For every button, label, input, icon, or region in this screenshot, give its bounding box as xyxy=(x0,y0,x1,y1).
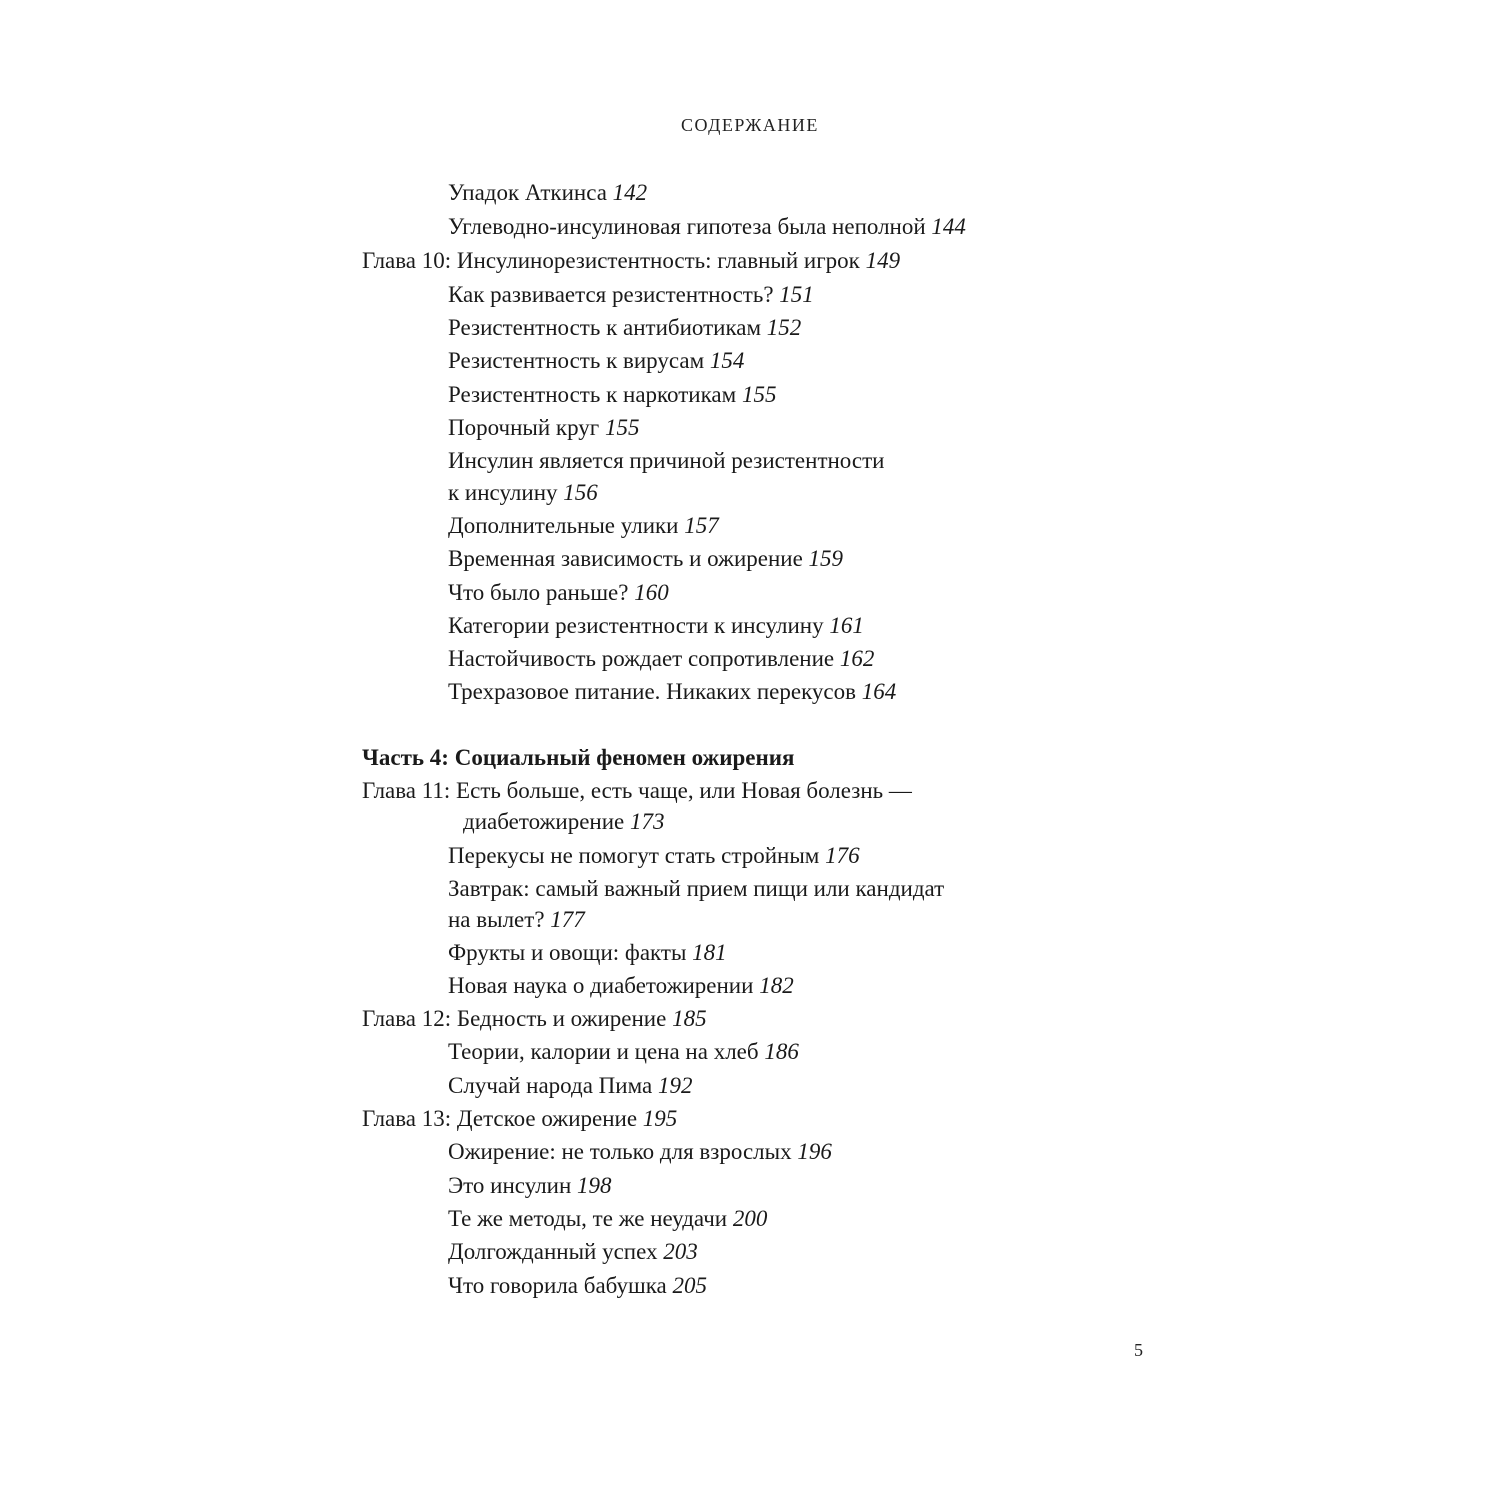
toc-page-ref: 157 xyxy=(684,513,719,538)
toc-page-ref: 196 xyxy=(797,1139,832,1164)
toc-entry: Трехразовое питание. Никаких перекусов 164 xyxy=(448,679,897,704)
toc-page-ref: 161 xyxy=(829,613,864,638)
toc-chapter: Глава 12: Бедность и ожирение 185 xyxy=(362,1006,707,1031)
toc-page-ref: 162 xyxy=(839,646,875,671)
toc-page-ref: 182 xyxy=(759,973,794,998)
toc-entry: Те же методы, те же неудачи 200 xyxy=(448,1206,768,1231)
running-head: СОДЕРЖАНИЕ xyxy=(681,115,819,135)
toc-entry: Категории резистентности к инсулину 161 xyxy=(448,613,864,638)
toc-entry: к инсулину 156 xyxy=(448,480,598,505)
toc-entry: Новая наука о диабетожирении 182 xyxy=(448,973,794,998)
toc-chapter: Глава 11: Есть больше, есть чаще, или Новая болезнь — xyxy=(362,778,912,803)
toc-page-ref: 177 xyxy=(550,907,585,932)
toc-chapter-continued: диабетожирение 173 xyxy=(463,809,665,834)
toc-page-ref: 154 xyxy=(709,348,745,373)
toc-entry: Завтрак: самый важный прием пищи или кандидат xyxy=(448,876,945,901)
toc-page-ref: 192 xyxy=(657,1073,693,1098)
toc-page-ref: 176 xyxy=(825,843,860,868)
toc-entry: Долгожданный успех 203 xyxy=(448,1239,698,1264)
toc-entry: Случай народа Пима 192 xyxy=(448,1073,693,1098)
toc-part-heading: Часть 4: Социальный феномен ожирения xyxy=(362,745,795,770)
toc-entry: Резистентность к вирусам 154 xyxy=(448,348,745,373)
toc-entry: Порочный круг 155 xyxy=(448,415,640,440)
toc-page-ref: 173 xyxy=(630,809,665,834)
toc-page-ref: 186 xyxy=(764,1039,799,1064)
toc-page-ref: 185 xyxy=(672,1006,707,1031)
page-number: 5 xyxy=(1134,1340,1143,1360)
toc-page-ref: 156 xyxy=(563,480,598,505)
toc-page-ref: 205 xyxy=(672,1273,707,1298)
toc-entry: Настойчивость рождает сопротивление 162 xyxy=(448,646,875,671)
toc-entry: Фрукты и овощи: факты 181 xyxy=(448,940,727,965)
toc-entry: Временная зависимость и ожирение 159 xyxy=(448,546,844,571)
toc-page-ref: 181 xyxy=(692,940,727,965)
toc-entry: Инсулин является причиной резистентности xyxy=(448,448,885,473)
toc-entry: Что говорила бабушка 205 xyxy=(448,1273,707,1298)
toc-page-ref: 159 xyxy=(808,546,844,571)
toc-entry: Дополнительные улики 157 xyxy=(448,513,719,538)
toc-page-ref: 198 xyxy=(577,1173,612,1198)
toc-entry: Упадок Аткинса 142 xyxy=(448,180,648,205)
toc-entry: Углеводно-инсулиновая гипотеза была неполной 144 xyxy=(448,214,966,239)
toc-entry: Перекусы не помогут стать стройным 176 xyxy=(448,843,860,868)
toc-entry: Это инсулин 198 xyxy=(448,1173,612,1198)
toc-chapter: Глава 10: Инсулинорезистентность: главный игрок 149 xyxy=(362,248,901,273)
toc-entry: Теории, калории и цена на хлеб 186 xyxy=(448,1039,799,1064)
toc-page-ref: 144 xyxy=(931,214,966,239)
toc-page-ref: 164 xyxy=(861,679,897,704)
toc-page-ref: 149 xyxy=(865,248,901,273)
toc-page-ref: 155 xyxy=(741,382,777,407)
toc-entry: Что было раньше? 160 xyxy=(448,580,669,605)
toc-page-ref: 142 xyxy=(612,180,648,205)
toc-entry: на вылет? 177 xyxy=(448,907,585,932)
toc-entry: Ожирение: не только для взрослых 196 xyxy=(448,1139,832,1164)
toc-page-ref: 203 xyxy=(663,1239,698,1264)
toc-entry: Резистентность к антибиотикам 152 xyxy=(448,315,802,340)
toc-chapter: Глава 13: Детское ожирение 195 xyxy=(362,1106,678,1131)
toc-entry: Резистентность к наркотикам 155 xyxy=(448,382,777,407)
toc-page-ref: 195 xyxy=(642,1106,678,1131)
toc-page-ref: 160 xyxy=(634,580,669,605)
toc-page-ref: 152 xyxy=(766,315,802,340)
toc-page-ref: 151 xyxy=(779,282,814,307)
toc-entry: Как развивается резистентность? 151 xyxy=(448,282,814,307)
toc-page-ref: 200 xyxy=(732,1206,768,1231)
toc-page-ref: 155 xyxy=(604,415,640,440)
